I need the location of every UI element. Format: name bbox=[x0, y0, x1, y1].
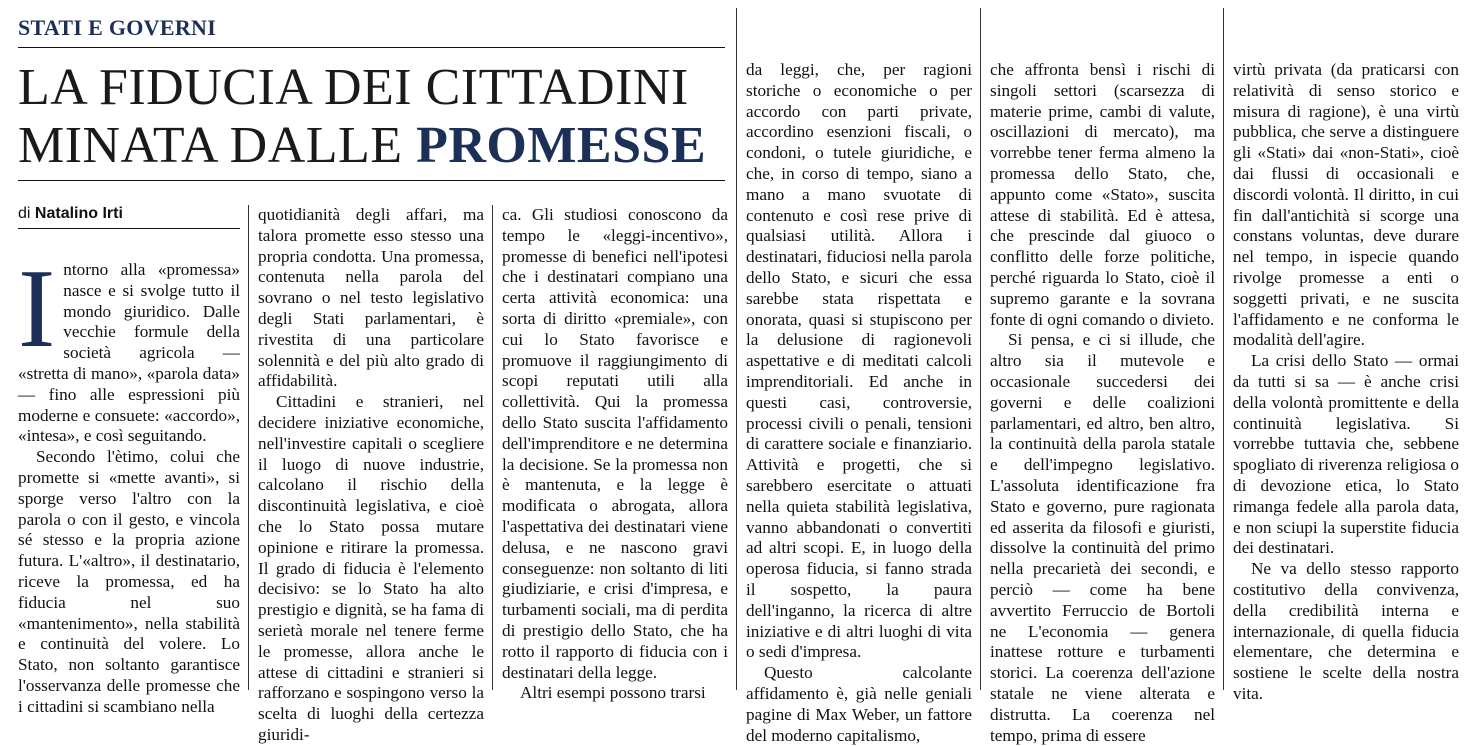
byline bbox=[18, 205, 123, 223]
section-label: STATI E GOVERNI bbox=[18, 15, 217, 40]
headline-highlight: PROMESSE bbox=[416, 117, 707, 174]
column-divider bbox=[736, 8, 737, 690]
section-rule bbox=[18, 47, 725, 48]
article-column-1 bbox=[18, 247, 240, 716]
article-column-2 bbox=[258, 205, 484, 744]
headline-line-2 bbox=[18, 118, 706, 174]
article-column-6 bbox=[1233, 60, 1459, 703]
column-divider bbox=[248, 205, 249, 690]
headline-text-2: MINATA DALLE bbox=[18, 117, 417, 174]
paragraph: ca. Gli studiosi conoscono da tempo le «leggi-incentivo», promesse di benefici nell'ipotesi che i destinatari compiano una certa attività economica: una sorta di diritto «premiale», con cui lo Stato favorisce e promuove il raggiungimento di scopi reputati utili alla collettività. Qui la promessa dello Stato suscita l'affidamento dell'imprenditore e ne determina la decisione. Se la promessa non è mantenuta, e la legge è modificata o abrogata, allora l'aspettativa dei destinatari viene delusa, e ne nascono gravi conseguenze: non soltanto di liti giudiziarie, e crisi d'impresa, e turbamenti sociali, ma di perdita di prestigio dello Stato, che ha rotto il rapporto di fiducia con i destinatari della legge. bbox=[502, 205, 728, 682]
article-column-4 bbox=[746, 60, 972, 745]
paragraph: ntorno alla «promessa» nasce e si svolge tutto il mondo giuridico. Dalle vecchie formule della società agricola — «stretta di mano», «parola data» — fino alle espressioni più moderne e consuete: «accordo», «intesa», e così seguitando. bbox=[18, 260, 240, 446]
paragraph: Ne va dello stesso rapporto costitutivo della convivenza, della credibilità interna e internazionale, di quella fiducia elementare, che determina e sostiene le scelte della nostra vita. bbox=[1233, 559, 1459, 703]
paragraph: quotidianità degli affari, ma talora promette esso stesso una propria condotta. Una promessa, contenuta nella parola del sovrano o nel testo legislativo degli Stati parlamentari, è rivestita di una particolare solennità e del più alto grado di affidabilità. bbox=[258, 205, 484, 391]
paragraph: che affronta bensì i rischi di singoli settori (scarsezza di materie prime, cambi di valute, oscillazioni di mercato), ma vorrebbe tener ferma almeno la promessa dello Stato, che, appunto come «Stato», suscita attese di stabilità. Ed è attesa, che prescinde dal giuoco o conflitto delle forze politiche, perché riguarda lo Stato, cioè il supremo garante e la sovrana fonte di ogni comando o divieto. bbox=[990, 60, 1215, 329]
byline-prefix: di bbox=[18, 205, 35, 222]
headline-line-1 bbox=[18, 60, 689, 116]
headline-rule bbox=[18, 180, 725, 181]
article-column-3 bbox=[502, 205, 728, 703]
paragraph: Secondo l'ètimo, colui che promette si «mette avanti», si sporge verso l'altro con la parola o con il gesto, e vincola sé stesso e la propria azione futura. L'«altro», il destinatario, riceve la promessa, ed ha fiducia nel suo «mantenimento», nella stabilità e continuità del volere. Lo Stato, non soltanto garantisce l'osservanza delle promesse che i cittadini si scambiano nella bbox=[18, 447, 240, 716]
paragraph: Questo calcolante affidamento è, già nelle geniali pagine di Max Weber, un fattore del moderno capitalismo, bbox=[746, 663, 972, 745]
column-divider bbox=[1223, 8, 1224, 690]
column-divider bbox=[492, 205, 493, 690]
headline-text-1: LA FIDUCIA DEI CITTADINI bbox=[18, 59, 689, 116]
paragraph: virtù privata (da praticarsi con relatività di senso storico e misura di ragione), è una virtù pubblica, che serve a distinguere gli «Stati» dai «non-Stati», cioè dai flussi di occasionali e discordi volontà. Il diritto, in cui fin dall'antichità si scorge una constans voluntas, deve durare nel tempo, in ispecie quando rivolge promesse a enti o soggetti privati, e ne suscita l'affidamento e ne conforma le modalità dell'agire. bbox=[1233, 60, 1459, 350]
paragraph: Si pensa, e ci si illude, che altro sia il mutevole e occasionale succedersi dei governi e delle coalizioni parlamentari, ed altro, ben altro, la continuità della parola statale e dell'impegno legislativo. L'assoluta identificazione fra Stato e governo, pure ragionata ed asserita da filosofi e giuristi, dissolve la continuità del primo nella precarietà dei secondi, e perciò — come ha bene avvertito Ferruccio de Bortoli ne L'economia — genera inattese rotture e turbamenti storici. La coerenza dell'azione statale ne viene alterata e distrutta. La coerenza nel tempo, prima di essere bbox=[990, 330, 1215, 745]
byline-author[interactable]: Natalino Irti bbox=[34, 205, 123, 222]
byline-rule bbox=[18, 228, 240, 229]
paragraph: La crisi dello Stato — ormai da tutti si sa — è anche crisi della volontà promittente e della continuità legislativa. Si vorrebbe tuttavia che, sebbene spogliato di riverenza religiosa o di devozione etica, lo Stato rimanga fedele alla parola data, e non sciupi la superstite fiducia dei destinatari. bbox=[1233, 351, 1459, 558]
drop-cap: I bbox=[18, 247, 56, 371]
article-column-5 bbox=[990, 60, 1215, 745]
paragraph: da leggi, che, per ragioni storiche o economiche o per accordo con parti private, accordino esenzioni fiscali, o condoni, o tutele giuridiche, e che, in corso di tempo, siano a mano a mano svuotate di contenuto e così rese prive di qualsiasi utilità. Allora i destinatari, fiduciosi nella parola dello Stato, e sicuri che essa sarebbe stata rispettata e onorata, quasi si stupiscono per la delusione di ragionevoli aspettative e di meditati calcoli imprenditoriali. Ed anche in questi casi, controversie, processi civili o penali, tensioni di carattere sociale e finanziario. Attività e progetti, che si sarebbero esercitate o attuati nella quieta stabilità legislativa, vanno abbandonati o convertiti ad altri scopi. E, in luogo della operosa fiducia, si fanno strada il sospetto, la paura dell'inganno, la ricerca di altre iniziative e di altri luoghi di vita o sedi d'impresa. bbox=[746, 60, 972, 662]
column-divider bbox=[980, 8, 981, 690]
paragraph: Altri esempi possono trarsi bbox=[520, 683, 706, 703]
paragraph: Cittadini e stranieri, nel decidere iniziative economiche, nell'investire capitali o scegliere il luogo di nuove industrie, calcolano il rischio della discontinuità legislativa, e cioè che lo Stato possa mutare opinione e ritirare la promessa. Il grado di fiducia è l'elemento decisivo: se lo Stato ha alto prestigio e dignità, se ha fama di serietà morale nel tenere ferme le promesse, allora anche le attese di cittadini e stranieri si rafforzano e sospingono verso la scelta di luoghi della certezza giuridi- bbox=[258, 392, 484, 744]
